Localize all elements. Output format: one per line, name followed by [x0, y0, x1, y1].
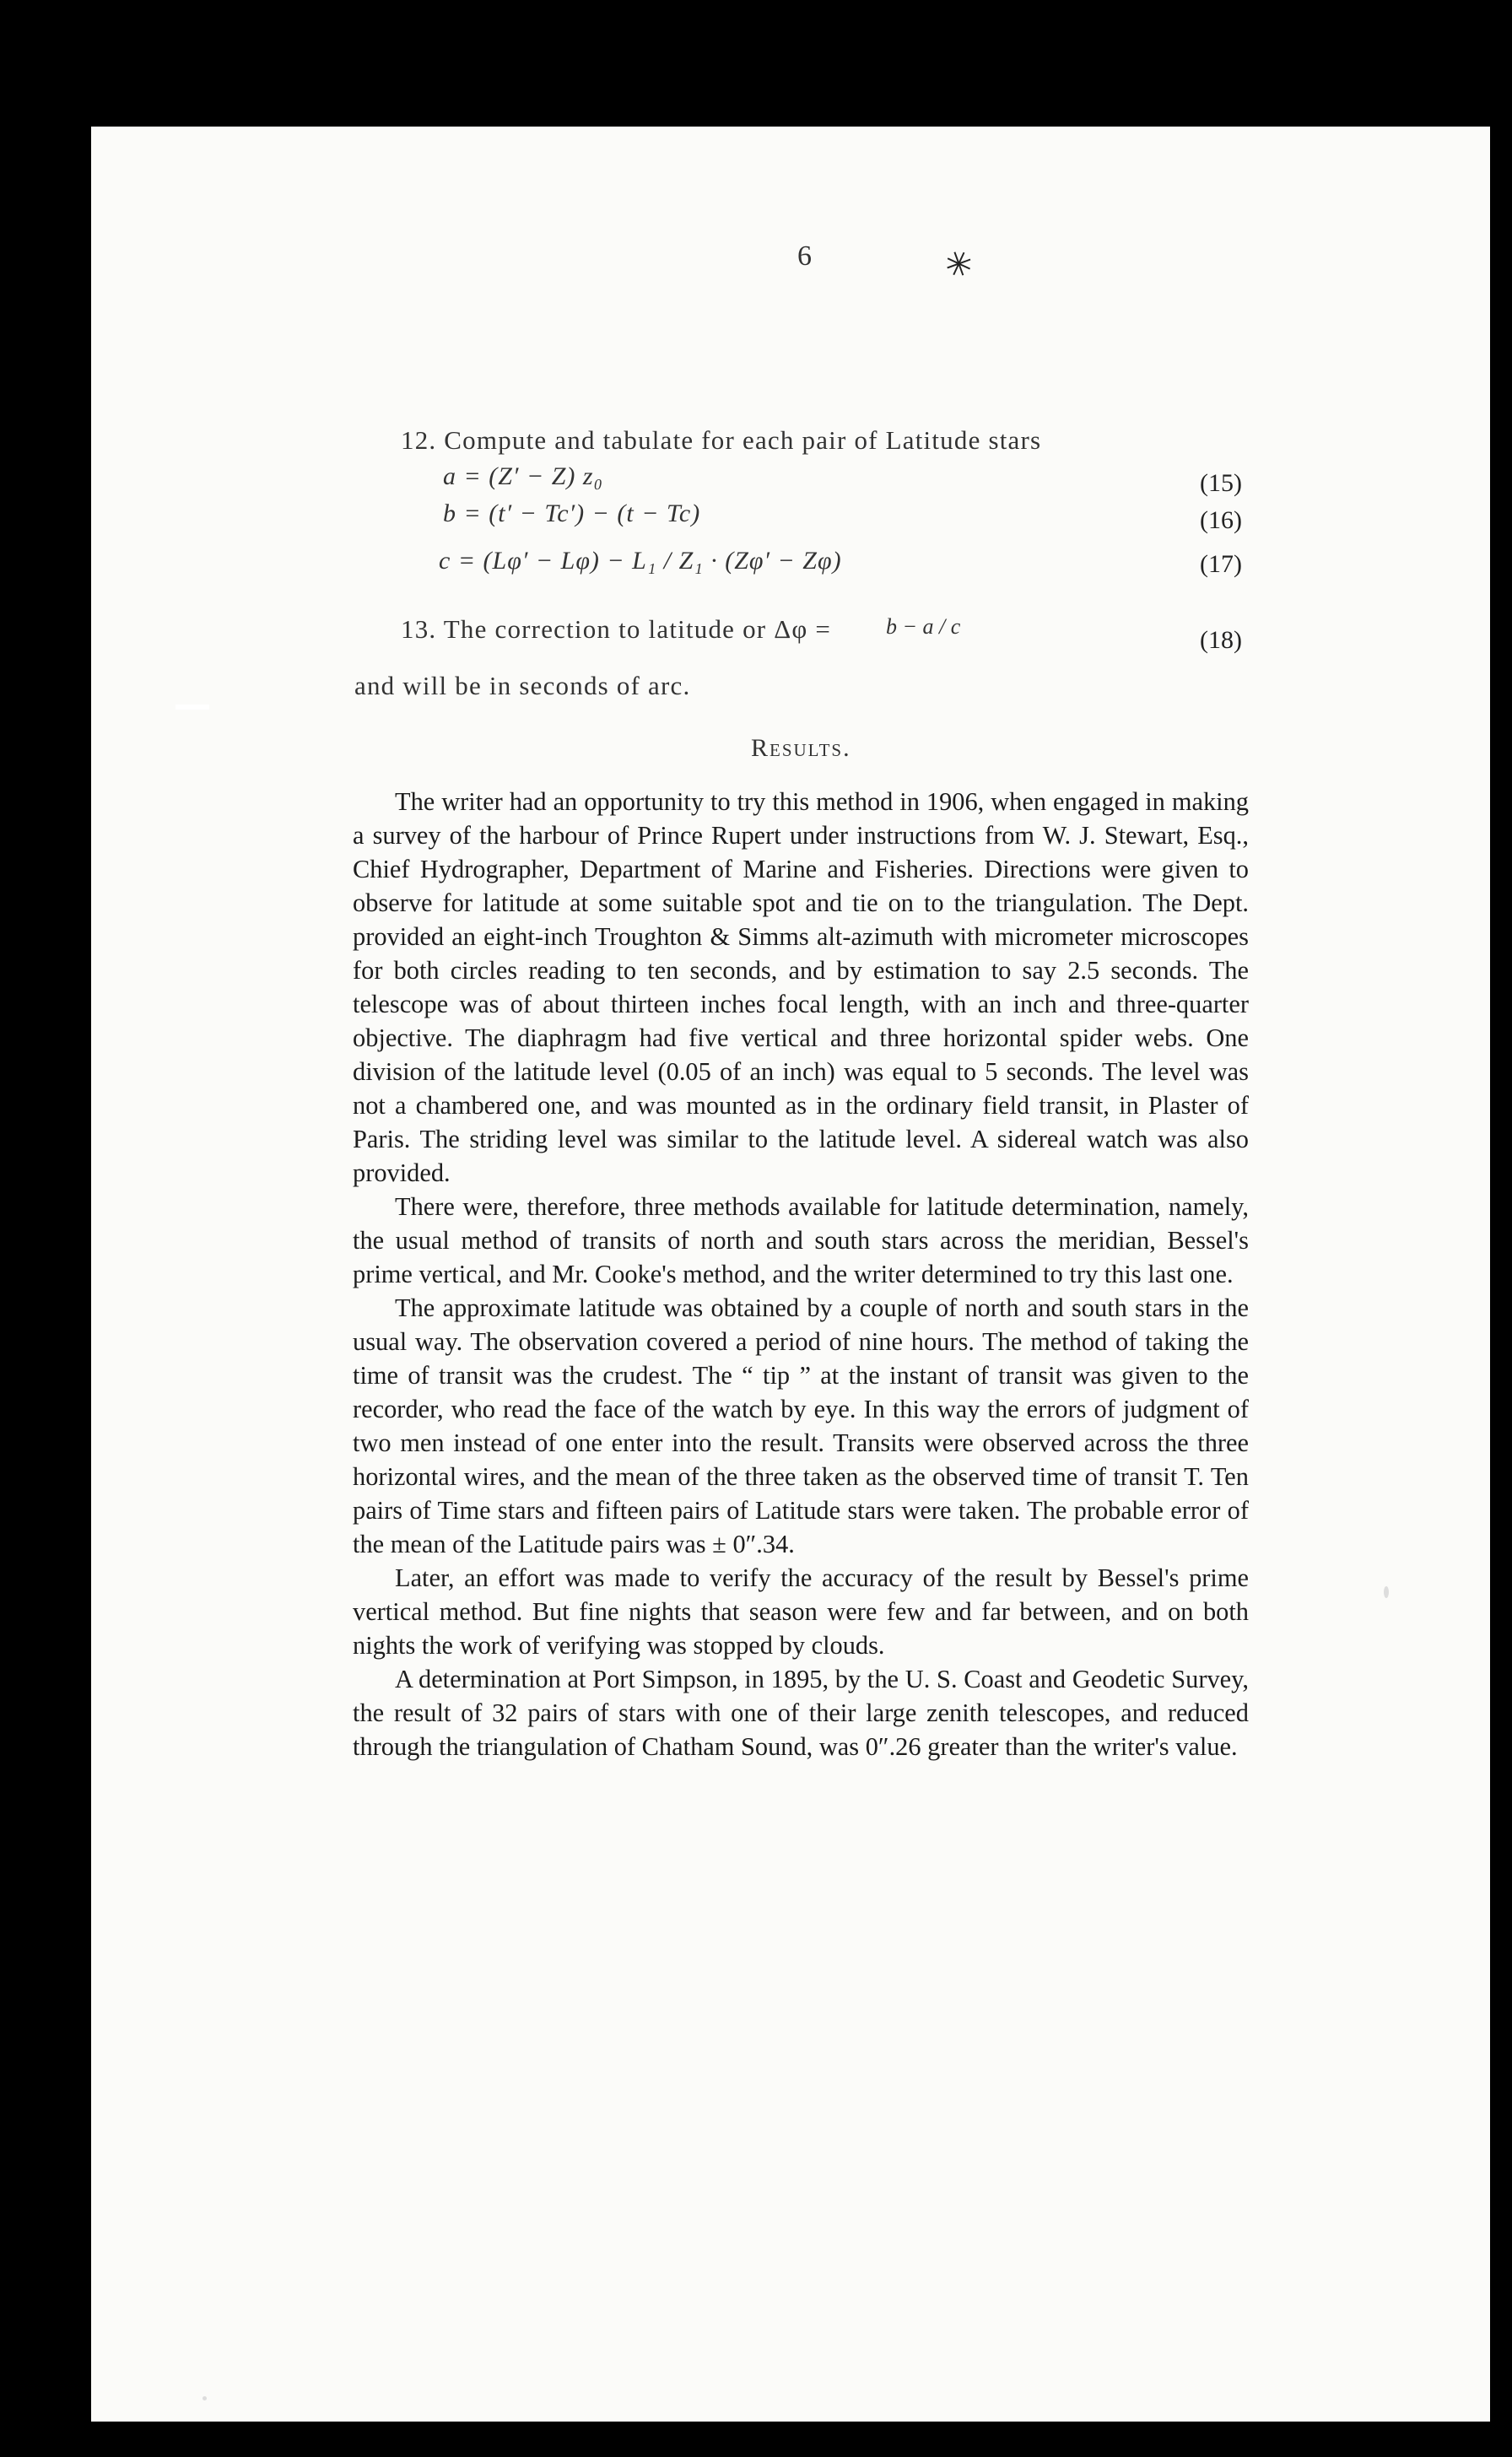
equation-number-15: (15) — [1200, 469, 1242, 497]
equation-18: b − a / c — [886, 614, 961, 639]
scan-artifact — [1384, 1586, 1389, 1598]
seconds-of-arc-line: and will be in seconds of arc. — [354, 671, 691, 700]
results-body — [353, 785, 1249, 1763]
results-heading: Results. — [751, 734, 851, 762]
scan-artifact — [176, 705, 209, 710]
item-13-text: 13. The correction to latitude or Δφ = — [401, 614, 832, 644]
pencil-mark: ✳ — [939, 241, 980, 288]
equation-number-18: (18) — [1200, 626, 1242, 654]
page-number: 6 — [797, 240, 812, 272]
results-paragraph: There were, therefore, three methods available for latitude determination, namely, the usual method of transits of north and south stars across the meridian, Bessel's prime vertical, and Mr. Cooke's method, and the writer determined to try this last one. — [353, 1192, 1249, 1288]
equation-16: b = (t′ − Tc′) − (t − Tc) — [443, 500, 701, 527]
equation-number-17: (17) — [1200, 550, 1242, 578]
results-paragraph: The writer had an opportunity to try this method in 1906, when engaged in making a survey of the harbour of Prince Rupert under instructions from W. J. Stewart, Esq., Chief Hydrographer, Department of Marine and Fisheries. Directions were given to observe for latitude at some suitable spot and tie on to the triangulation. The Dept. provided an eight-inch Troughton & Simms alt-azimuth with micrometer microscopes for both circles reading to ten seconds, and by estimation to say 2.5 seconds. The telescope was of about thirteen inches focal length, with an inch and three-quarter objective. The diaphragm had five vertical and three horizontal spider webs. One division of the latitude level (0.05 of an inch) was equal to 5 seconds. The level was not a chambered one, and was mounted as in the ordinary field transit, in Plaster of Paris. The striding level was similar to the latitude level. A sidereal watch was also provided. — [353, 787, 1249, 1187]
results-paragraph: The approximate latitude was obtained by a couple of north and south stars in the usual way. The observation covered a period of nine hours. The method of taking the time of transit was the crudest. The “ tip ” at the instant of transit was given to the recorder, who read the face of the watch by eye. In this way the errors of judgment of two men instead of one enter into the result. Transits were observed across the three horizontal wires, and the mean of the three taken as the observed time of transit T. Ten pairs of Time stars and fifteen pairs of Latitude stars were taken. The probable error of the mean of the Latitude pairs was ± 0″.34. — [353, 1293, 1249, 1558]
equation-number-16: (16) — [1200, 506, 1242, 534]
equation-17: c = (Lφ′ − Lφ) − L₁ / Z₁ · (Zφ′ − Zφ) — [439, 547, 842, 575]
results-paragraph: A determination at Port Simpson, in 1895, by the U. S. Coast and Geodetic Survey, the result of 32 pairs of stars with one of their large zenith telescopes, and reduced through the triangulation of Chatham Sound, was 0″.26 greater than the writer's value. — [353, 1665, 1249, 1761]
results-paragraph: Later, an effort was made to verify the accuracy of the result by Bessel's prime vertical method. But fine nights that season were few and far between, and on both nights the work of verifying was stopped by clouds. — [353, 1563, 1249, 1660]
equation-15: a = (Z′ − Z) z₀ — [443, 462, 604, 490]
scan-artifact — [202, 2396, 207, 2400]
item-12-text: 12. Compute and tabulate for each pair of Latitude stars — [401, 425, 1042, 455]
